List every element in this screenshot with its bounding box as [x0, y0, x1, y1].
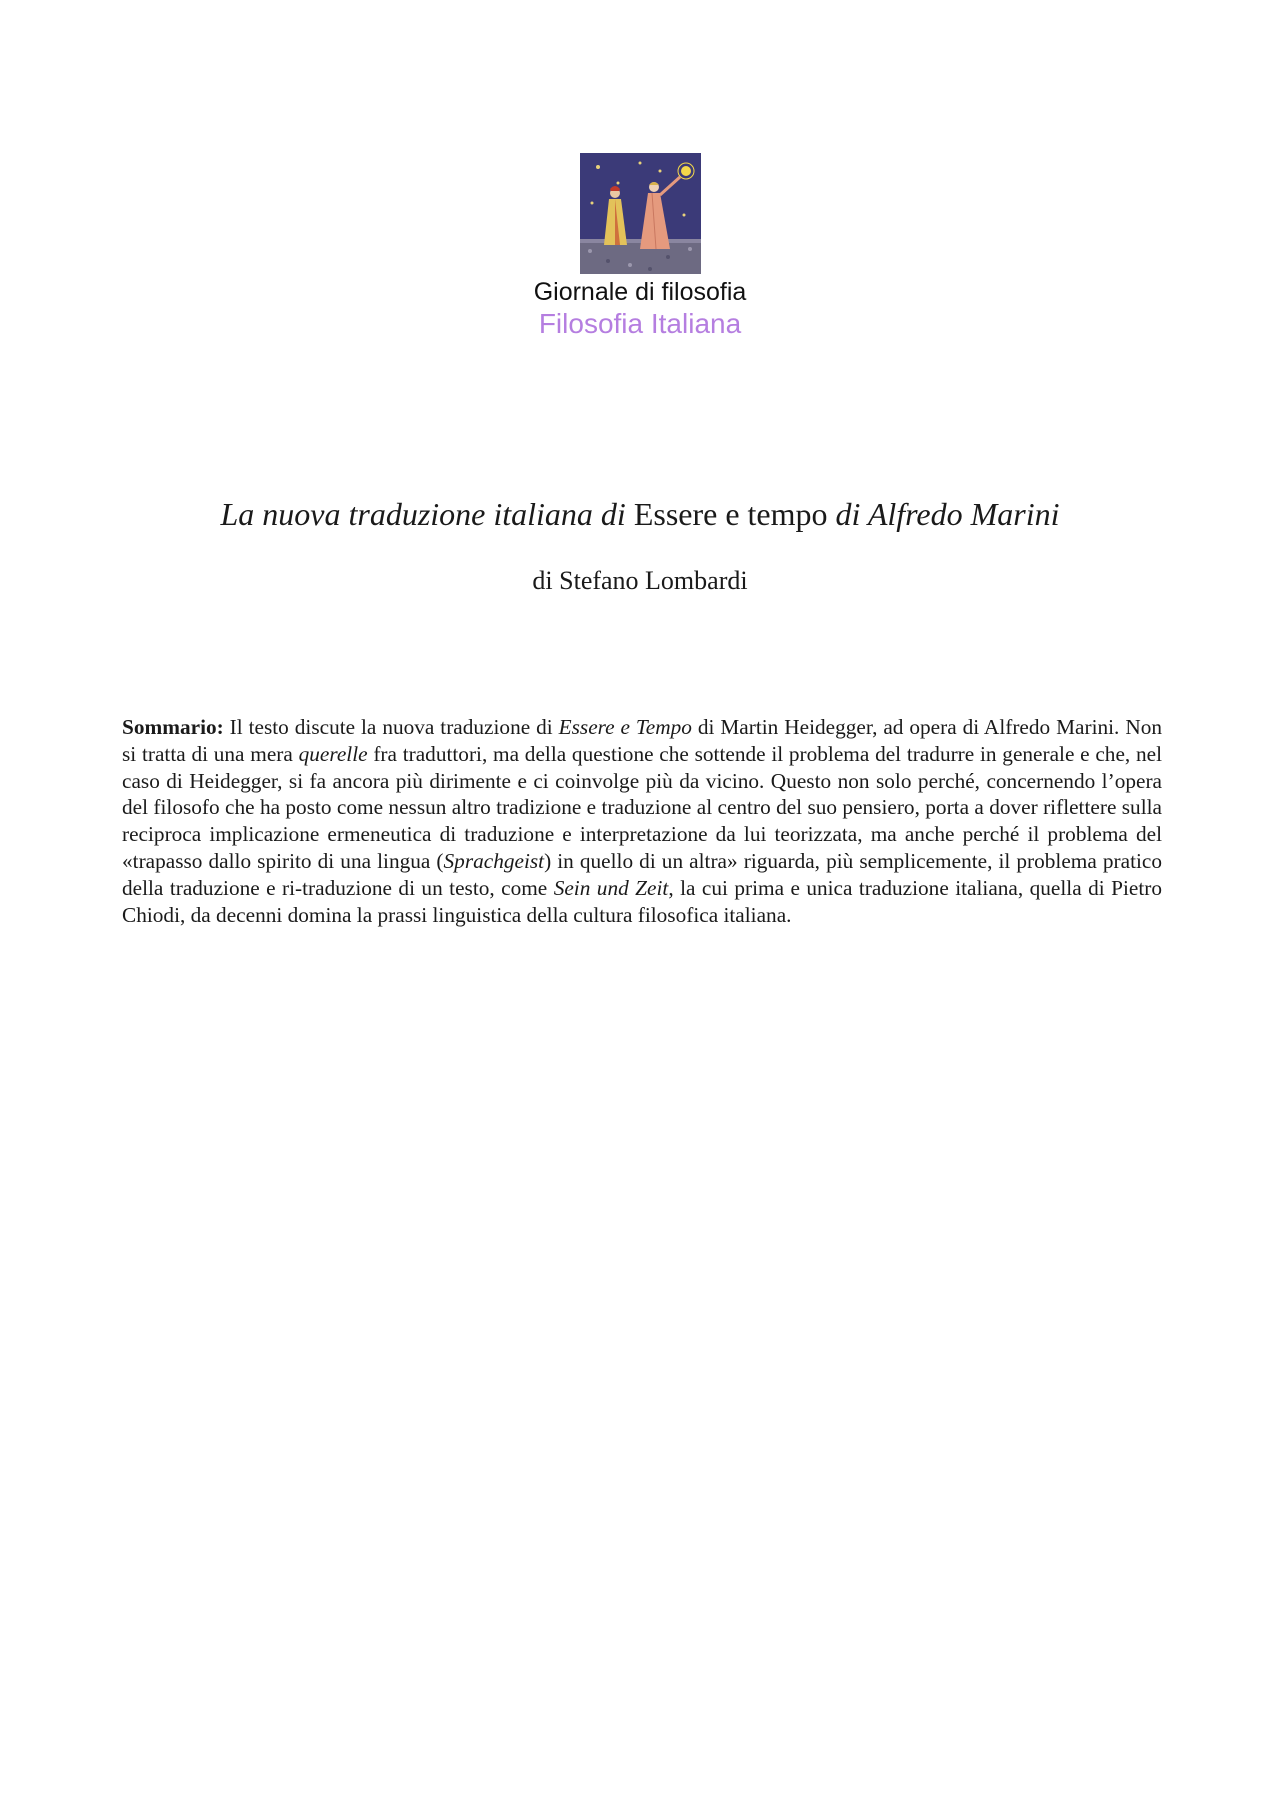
title-part-3: di Alfredo Marini — [835, 496, 1060, 532]
abstract-text-3: fra traduttori, ma della questione che sottende il problema del tradurre in generale e che, nel caso di Heidegger, si fa ancora più dirimente e ci coinvolge più da vicino. Questo non solo perché, concernendo l’opera del filosofo che ha posto come nessun altro tradizione e traduzione al centro del suo pensiero, porta a dover riflettere sulla reciproca implicazione ermeneutica di traduzione e interpretazione da lui teorizzata, ma anche perché il problema del «trapasso dallo spirito di una lingua ( — [122, 741, 1162, 873]
abstract-italic-sein-und-zeit: Sein und Zeit — [553, 875, 669, 900]
article-author: di Stefano Lombardi — [532, 566, 748, 595]
abstract-text-4: ) in quello di un altra» riguarda, più semplicemente, il problema pratico della traduzione e ri-traduzione di un testo, come — [122, 848, 1163, 900]
abstract-italic-sprachgeist: Sprachgeist — [443, 848, 545, 873]
illustration-two-figures-stars-icon — [580, 153, 701, 274]
abstract-paragraph — [122, 714, 1162, 928]
article-title — [0, 494, 1280, 534]
masthead — [0, 153, 1280, 340]
abstract-label: Sommario: — [122, 715, 224, 739]
journal-name: Giornale di filosofia — [533, 278, 747, 306]
abstract-text-1: Il testo discute la nuova traduzione di — [229, 715, 553, 739]
title-part-2: Essere e tempo — [633, 496, 828, 532]
abstract-italic-essere: Essere e Tempo — [558, 715, 692, 739]
journal-subtitle: Filosofia Italiana — [538, 308, 742, 339]
abstract-italic-querelle: querelle — [298, 741, 368, 766]
title-part-1: La nuova traduzione italiana di — [220, 496, 626, 532]
abstract-text-2: di Martin Heidegger, ad opera di Alfredo Marini. Non si tratta di una mera — [122, 715, 1162, 766]
abstract-text-5: , la cui prima e unica traduzione italiana, quella di Pietro Chiodi, da decenni domina la prassi linguistica della cultura filosofica italiana. — [122, 875, 1162, 927]
